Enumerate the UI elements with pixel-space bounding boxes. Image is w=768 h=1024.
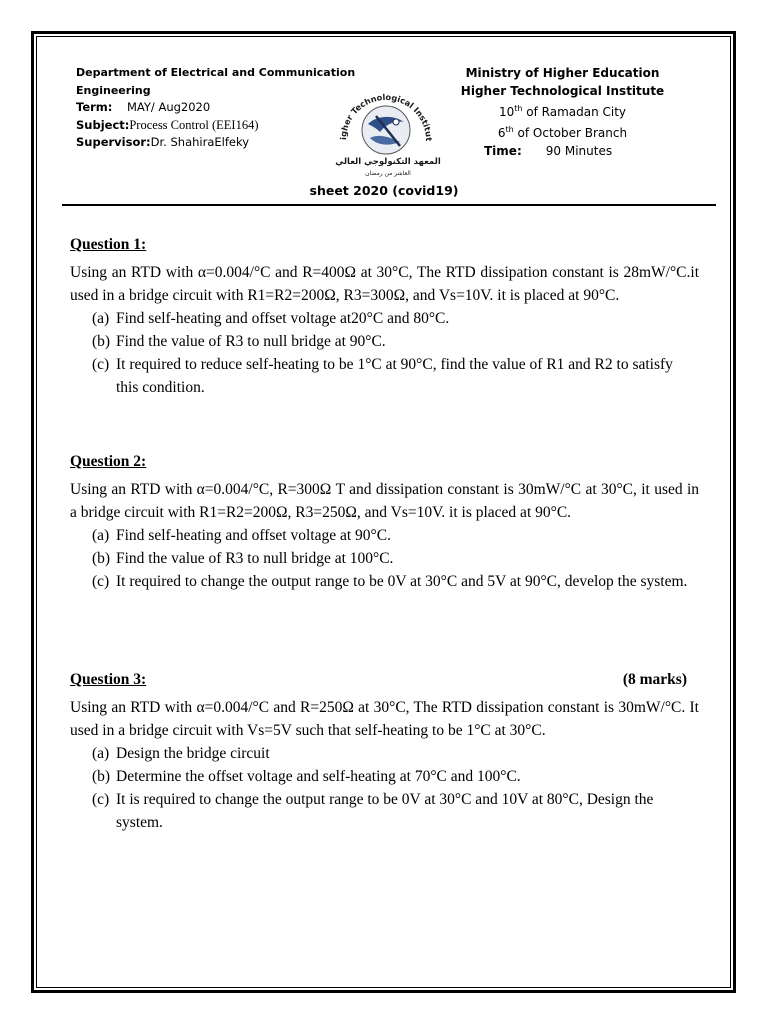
supervisor-label: Supervisor: <box>76 135 151 149</box>
question-1-title: Question 1: <box>70 236 147 253</box>
item-label: (c) <box>92 573 110 590</box>
time-line <box>455 142 670 160</box>
item-text: Find self-heating and offset voltage at20°C and 80°C. <box>116 310 450 327</box>
list-item <box>70 353 699 399</box>
sheet-title: sheet 2020 (covid19) <box>309 183 459 198</box>
question-1 <box>70 233 699 399</box>
list-item <box>70 765 699 788</box>
list-item <box>70 742 699 765</box>
item-label: (a) <box>92 310 110 327</box>
department-name: Department of Electrical and Communication Engineering <box>76 66 356 97</box>
list-item <box>70 524 699 547</box>
item-text: Determine the offset voltage and self-heating at 70°C and 100°C. <box>116 768 521 785</box>
question-3-items <box>70 742 699 834</box>
item-label: (a) <box>92 745 110 762</box>
branch-name: of October Branch <box>513 126 628 140</box>
item-label: (c) <box>92 356 110 373</box>
header-right <box>455 64 670 160</box>
item-text: It is required to change the output range to be 0V at 30°C and 10V at 80°C, Design the system. <box>116 791 654 831</box>
branch-suffix: th <box>505 125 514 134</box>
item-text: It required to change the output range to be 0V at 30°C and 5V at 90°C, develop the system. <box>116 573 688 590</box>
item-label: (c) <box>92 791 110 808</box>
logo-arabic-text: المعهد التكنولوجي العالي <box>335 157 441 167</box>
list-item <box>70 330 699 353</box>
question-3-title: Question 3: <box>70 671 147 688</box>
list-item <box>70 788 699 834</box>
question-3-marks: (8 marks) <box>622 671 687 688</box>
branch-number: 6 <box>497 126 506 140</box>
question-3-text: Using an RTD with α=0.004/°C and R=250Ω at 30°C, The RTD dissipation constant is 30mW/°C. It used in a bridge circuit with Vs=5V such that self-heating to be 1°C at 30°C. <box>70 699 699 739</box>
question-2-items <box>70 524 699 593</box>
time-value: 90 Minutes <box>545 144 613 158</box>
time-label: Time: <box>484 144 522 158</box>
city-name: of Ramadan City <box>522 105 627 119</box>
header-divider <box>62 204 716 206</box>
item-label: (a) <box>92 527 110 544</box>
subject-value: Process Control (EEI164) <box>129 117 259 132</box>
item-text: It required to reduce self-heating to be 1°C at 90°C, find the value of R1 and R2 to satisfy this condition. <box>116 356 673 396</box>
logo-emblem <box>330 80 442 180</box>
list-item <box>70 570 699 593</box>
question-2-text: Using an RTD with α=0.004/°C, R=300Ω T and dissipation constant is 30mW/°C at 30°C, it used in a bridge circuit with R1=R2=200Ω, R3=250Ω, and Vs=10V. it is placed at 90°C. <box>70 481 699 521</box>
item-text: Design the bridge circuit <box>116 745 270 762</box>
ministry-name: Ministry of Higher Education <box>465 66 660 80</box>
question-1-heading <box>70 233 699 256</box>
question-1-items <box>70 307 699 399</box>
city-suffix: th <box>514 104 523 113</box>
term-value: MAY/ Aug2020 <box>127 100 211 114</box>
list-item <box>70 547 699 570</box>
term-label: Term: <box>76 100 113 114</box>
logo-city-text: العاشر من رمضان <box>365 170 411 177</box>
item-label: (b) <box>92 550 111 567</box>
item-text: Find the value of R3 to null bridge at 100°C. <box>116 550 394 567</box>
logo-arc-text: igher Technological Institut <box>337 91 435 142</box>
city-number: 10 <box>498 105 515 119</box>
city-line <box>455 100 670 121</box>
question-3-heading <box>70 668 699 691</box>
item-text: Find self-heating and offset voltage at 90°C. <box>116 527 391 544</box>
question-2-title: Question 2: <box>70 453 147 470</box>
branch-line <box>455 121 670 142</box>
question-3 <box>70 668 699 834</box>
question-1-text: Using an RTD with α=0.004/°C and R=400Ω at 30°C, The RTD dissipation constant is 28mW/°C.it used in a bridge circuit with R1=R2=200Ω, R3=300Ω, and Vs=10V. it is placed at 90°C. <box>70 264 699 304</box>
question-2-heading <box>70 450 699 473</box>
item-label: (b) <box>92 333 111 350</box>
list-item <box>70 307 699 330</box>
supervisor-value: Dr. ShahiraElfeky <box>150 135 250 149</box>
institute-logo <box>330 80 442 180</box>
institute-name: Higher Technological Institute <box>460 84 665 98</box>
item-text: Find the value of R3 to null bridge at 90°C. <box>116 333 386 350</box>
item-label: (b) <box>92 768 111 785</box>
subject-label: Subject: <box>76 117 130 132</box>
question-2 <box>70 450 699 593</box>
